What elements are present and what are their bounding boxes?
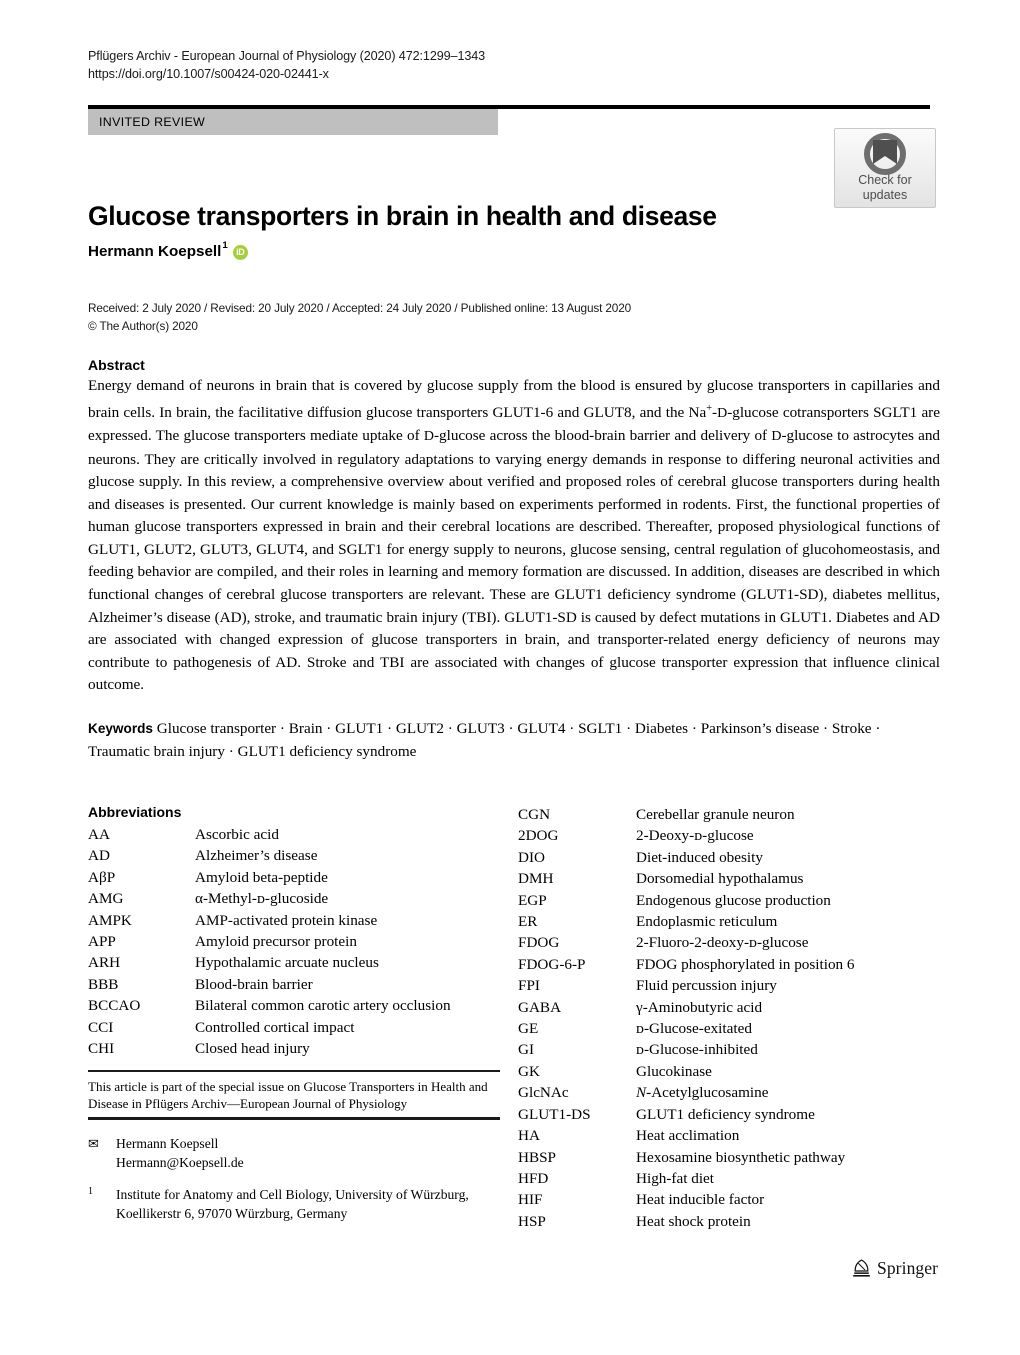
- abbreviation-row: [518, 847, 943, 868]
- affiliation-marker: 1: [88, 1186, 93, 1197]
- abbreviation-key: GI: [518, 1041, 535, 1059]
- abbreviation-row: [88, 1038, 508, 1059]
- corresponding-author-block: [88, 1135, 502, 1172]
- abbreviation-value: Hexosamine biosynthetic pathway: [636, 1148, 846, 1166]
- abbreviation-row: [88, 1017, 508, 1038]
- abbreviation-key: BCCAO: [88, 997, 141, 1015]
- author-name: Hermann Koepsell: [88, 243, 222, 260]
- abbreviation-key: AD: [88, 847, 110, 865]
- check-for-updates-line2: updates: [862, 187, 908, 202]
- check-for-updates-text: [835, 173, 935, 202]
- springer-wordmark: Springer: [877, 1258, 939, 1278]
- abbreviation-key: HIF: [518, 1191, 543, 1209]
- copyright-line: © The Author(s) 2020: [88, 319, 198, 333]
- envelope-icon: ✉: [88, 1136, 99, 1151]
- abbreviation-key: GK: [518, 1062, 540, 1080]
- abbreviation-key: GlcNAc: [518, 1084, 569, 1102]
- abbreviation-key: BBB: [88, 975, 119, 993]
- abbreviation-key: ER: [518, 913, 538, 931]
- abbreviation-value: Ascorbic acid: [195, 826, 279, 843]
- abbreviation-value: α-Methyl-ᴅ-glucoside: [195, 890, 329, 908]
- abbreviation-value: Bilateral common carotic artery occlusion: [195, 997, 451, 1015]
- abbreviation-key: FPI: [518, 977, 540, 995]
- abstract-part-1: Energy demand of neurons in brain that is covered by glucose supply from the blood is ensured by glucose transporters in capillaries and brain cells. In brain, the facilitative diffusion glucose transporters GLUT1-6 and GLUT8, and the Na: [88, 377, 940, 421]
- abstract-part-4: -glucose to astrocytes and neurons. They are critically involved in regulatory adaptations to varying energy demands in response to differing neuronal activities and glucose supply. In this review, a comprehensive overview about verified and proposed roles of cerebral glucose transporters during health and diseases is presented. Our current knowledge is mainly based on experiments performed in rodents. First, the functional properties of human glucose transporters expressed in brain and their cerebral locations are described. Thereafter, proposed physiological functions of GLUT1, GLUT2, GLUT3, GLUT4, and SGLT1 for energy supply to neurons, glucose sensing, central regulation of glucohomeostasis, and feeding behavior are compiled, and their roles in learning and memory formation are discussed. In addition, diseases are described in which functional changes of cerebral glucose transporters are relevant. These are GLUT1 deficiency syndrome (GLUT1-SD), diabetes mellitus, Alzheimer’s disease (AD), stroke, and traumatic brain injury (TBI). GLUT1-SD is caused by defect mutations in GLUT1. Diabetes and AD are associated with changed expression of glucose transporters in brain, and transporter-related energy deficiency of neurons may contribute to pathogenesis of AD. Stroke and TBI are associated with changes of glucose transporter expression that influence clinical outcome.: [88, 427, 941, 694]
- abbreviation-value: GLUT1 deficiency syndrome: [636, 1105, 815, 1123]
- abbreviation-row: [518, 954, 943, 975]
- abbreviation-key: GABA: [518, 998, 562, 1016]
- abbreviation-row: [518, 890, 943, 911]
- page-title: Glucose transporters in brain in health and disease: [88, 200, 717, 231]
- crossmark-icon: [864, 133, 906, 175]
- check-for-updates-badge[interactable]: [834, 128, 936, 208]
- abbreviation-key: EGP: [518, 891, 547, 909]
- abstract-part-2: -glucose cotransporters SGLT1 are expressed. The glucose transporters mediate uptake of: [88, 403, 940, 445]
- abbreviation-row: [518, 1211, 943, 1232]
- abstract-text: Energy demand of neurons in brain that is covered by glucose supply from the blood is ensured by glucose transporters in capillaries and brain cells. In brain, the facilitative diffusion glucose transporters GLUT1-6 and GLUT8, and the Na+-D-glucose cotransporters SGLT1 are expressed. The glucose transporters mediate uptake of D-glucose across the blood-brain barrier and delivery of D-glucose to astrocytes and neurons. They are critically involved in regulatory adaptations to varying energy demands in response to differing neuronal activities and glucose supply. In this review, a comprehensive overview about verified and proposed roles of cerebral glucose transporters during health and diseases is presented. Our current knowledge is mainly based on experiments performed in rodents. First, the functional properties of human glucose transporters expressed in brain and their cerebral locations are described. Thereafter, proposed physiological functions of GLUT1, GLUT2, GLUT3, GLUT4, and SGLT1 for energy supply to neurons, glucose sensing, central regulation of glucohomeostasis, and feeding behavior are compiled, and their roles in learning and memory formation are discussed. In addition, diseases are described in which functional changes of cerebral glucose transporters are relevant. These are GLUT1 deficiency syndrome (GLUT1-SD), diabetes mellitus, Alzheimer’s disease (AD), stroke, and traumatic brain injury (TBI). GLUT1-SD is caused by defect mutations in GLUT1. Diabetes and AD are associated with changed expression of glucose transporters in brain, and transporter-related energy deficiency of neurons may contribute to pathogenesis of AD. Stroke and TBI are associated with changes of glucose transporter expression that influence clinical outcome.: [88, 377, 941, 694]
- abbreviation-key: GE: [518, 1020, 539, 1038]
- article-type-banner: [88, 109, 498, 135]
- abbreviation-value: N-Acetylglucosamine: [636, 1084, 769, 1102]
- smallcaps-d-2: D: [423, 429, 434, 445]
- abbreviation-row: [518, 911, 943, 932]
- abbreviation-key: 2DOG: [518, 827, 559, 845]
- abbreviation-row: [88, 888, 508, 909]
- abbreviation-key: DIO: [518, 848, 545, 866]
- abbreviation-row: [88, 931, 508, 952]
- abbreviation-value: AMP-activated protein kinase: [195, 911, 378, 929]
- affiliation-line-2: Koellikerstr 6, 97070 Würzburg, Germany: [116, 1205, 348, 1221]
- springer-mark-icon: [852, 1258, 871, 1279]
- springer-logo: [852, 1258, 938, 1279]
- abbreviation-row: [518, 1061, 943, 1082]
- abbreviation-value: ᴅ-Glucose-inhibited: [636, 1041, 758, 1059]
- orcid-icon[interactable]: [233, 245, 248, 260]
- abbreviation-value: Endoplasmic reticulum: [636, 913, 778, 931]
- abbreviation-key: AMG: [88, 890, 124, 908]
- abbreviation-value: Endogenous glucose production: [636, 891, 831, 909]
- author-line: [88, 240, 248, 260]
- abbreviation-key: CCI: [88, 1018, 114, 1036]
- abbreviation-value: Amyloid beta-peptide: [195, 868, 328, 886]
- abbreviation-key: HBSP: [518, 1148, 556, 1166]
- abbreviation-key: FDOG: [518, 934, 560, 952]
- article-type-label: INVITED REVIEW: [99, 115, 206, 129]
- abbreviation-key: AMPK: [88, 911, 132, 929]
- abbreviation-row: [88, 995, 508, 1016]
- abbreviation-row: [518, 1104, 943, 1125]
- abbreviation-row: [518, 1168, 943, 1189]
- abbreviation-value: Closed head injury: [195, 1040, 310, 1058]
- abbreviation-value: Amyloid precursor protein: [195, 933, 357, 951]
- abstract-heading: Abstract: [88, 357, 145, 373]
- abbreviation-key: CHI: [88, 1040, 115, 1058]
- abbreviation-value: Diet-induced obesity: [636, 848, 763, 866]
- abstract-part-3: -glucose across the blood-brain barrier and delivery of: [433, 427, 772, 445]
- abbreviation-value: Blood-brain barrier: [195, 975, 313, 993]
- abbreviation-value: Dorsomedial hypothalamus: [636, 870, 804, 888]
- check-for-updates-line1: Check for: [858, 173, 912, 187]
- abbreviation-row: [518, 975, 943, 996]
- author-affiliation-marker: 1: [222, 240, 228, 251]
- abbreviation-row: [518, 1189, 943, 1210]
- publication-dates: [88, 300, 848, 335]
- abbreviations-column-right: [518, 804, 943, 1232]
- abbreviation-key: HSP: [518, 1212, 546, 1230]
- smallcaps-d-3: D: [771, 429, 782, 445]
- abbreviation-key: AA: [88, 826, 110, 843]
- keywords-block: [88, 718, 940, 763]
- abbreviation-value: High-fat diet: [636, 1169, 715, 1187]
- abbreviations-heading: Abbreviations: [88, 804, 182, 820]
- affiliation-block: [88, 1186, 502, 1223]
- abbreviation-row: [88, 974, 508, 995]
- abbreviation-row: [518, 804, 943, 825]
- abbreviation-value: ᴅ-Glucose-exitated: [636, 1020, 752, 1038]
- footnote-rule-top: [88, 1070, 500, 1072]
- abbreviation-value: γ-Aminobutyric acid: [636, 998, 763, 1016]
- abbreviation-row: [88, 952, 508, 973]
- abbreviation-row: [518, 868, 943, 889]
- abbreviation-row: [518, 825, 943, 846]
- abbreviation-key: HFD: [518, 1169, 549, 1187]
- footnote-rule-bottom: [88, 1117, 500, 1120]
- journal-running-head: [88, 48, 788, 83]
- abbreviation-key: CGN: [518, 806, 551, 823]
- abbreviation-value: Alzheimer’s disease: [195, 847, 318, 865]
- abbreviation-value: Fluid percussion injury: [636, 977, 777, 995]
- abbreviation-row: [518, 1082, 943, 1103]
- special-issue-note: This article is part of the special issue on Glucose Transporters in Health and Disease in Pflügers Archiv—European Journal of Physiology: [88, 1079, 488, 1112]
- dates-line: Received: 2 July 2020 / Revised: 20 July 2020 / Accepted: 24 July 2020 / Published online: 13 August 2020: [88, 301, 632, 315]
- abbreviation-value: Glucokinase: [636, 1062, 712, 1080]
- journal-citation: Pflügers Archiv - European Journal of Physiology (2020) 472:1299–1343: [88, 49, 486, 63]
- keywords-list: Glucose transporter · Brain · GLUT1 · GLUT2 · GLUT3 · GLUT4 · SGLT1 · Diabetes · Parkinson’s disease · Stroke · Traumatic brain injury · GLUT1 deficiency syndrome: [88, 720, 881, 760]
- abbreviation-row: [88, 910, 508, 931]
- corresponding-author-name: Hermann Koepsell: [116, 1136, 219, 1151]
- na-superscript: +: [706, 402, 713, 414]
- corresponding-author-email[interactable]: Hermann@Koepsell.de: [116, 1154, 244, 1170]
- abbreviation-value: FDOG phosphorylated in position 6: [636, 955, 855, 973]
- abbreviation-value: Heat inducible factor: [636, 1191, 765, 1209]
- abbreviation-row: [518, 932, 943, 953]
- abbreviation-key: HA: [518, 1127, 540, 1145]
- abbreviation-row: [518, 997, 943, 1018]
- abbreviation-key: DMH: [518, 870, 554, 888]
- keywords-label: Keywords: [88, 721, 153, 736]
- abbreviation-row: [518, 1039, 943, 1060]
- abbreviation-row: [88, 824, 508, 845]
- abbreviation-key: ARH: [88, 954, 121, 972]
- abbreviation-row: [518, 1147, 943, 1168]
- orcid-label: iD: [236, 247, 245, 257]
- abbreviation-value: Heat shock protein: [636, 1212, 751, 1230]
- smallcaps-d-1: D: [717, 405, 728, 421]
- abbreviation-row: [518, 1018, 943, 1039]
- abbreviations-column-left: [88, 824, 508, 1059]
- abbreviation-value: 2-Deoxy-ᴅ-glucose: [636, 827, 754, 845]
- affiliation-line-1: Institute for Anatomy and Cell Biology, University of Würzburg,: [116, 1187, 469, 1202]
- abbreviation-value: Heat acclimation: [636, 1127, 740, 1145]
- abbreviation-key: APP: [88, 933, 116, 951]
- abbreviation-value: Cerebellar granule neuron: [636, 806, 795, 823]
- abbreviation-key: GLUT1-DS: [518, 1105, 591, 1123]
- abbreviation-value: Controlled cortical impact: [195, 1018, 355, 1036]
- abbreviation-row: [88, 845, 508, 866]
- abbreviation-row: [518, 1125, 943, 1146]
- abbreviation-row: [88, 867, 508, 888]
- abbreviation-value: 2-Fluoro-2-deoxy-ᴅ-glucose: [636, 934, 809, 952]
- journal-doi[interactable]: https://doi.org/10.1007/s00424-020-02441-x: [88, 66, 329, 81]
- abbreviation-value: Hypothalamic arcuate nucleus: [195, 954, 379, 972]
- abbreviation-key: AβP: [88, 868, 116, 886]
- abbreviation-key: FDOG-6-P: [518, 955, 586, 973]
